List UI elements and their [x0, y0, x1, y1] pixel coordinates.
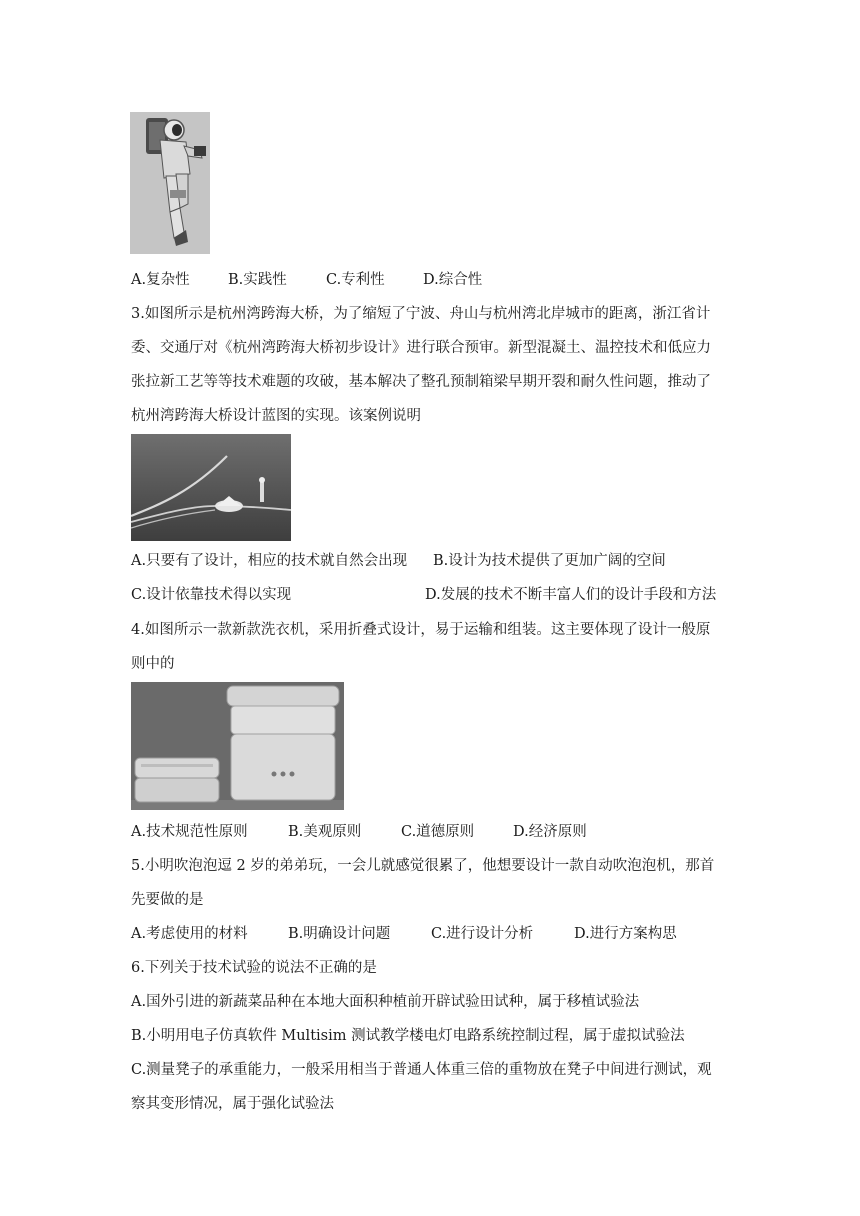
q4-option-d: D.经济原则 — [513, 824, 587, 840]
q3-stem-line-4: 杭州湾跨海大桥设计蓝图的实现。该案例说明 — [131, 408, 421, 424]
q6-option-c-line-2: 察其变形情况，属于强化试验法 — [131, 1096, 334, 1112]
q6-option-b: B.小明用电子仿真软件 Multisim 测试教学楼电灯电路系统控制过程，属于虚拟试验法 — [131, 1028, 685, 1044]
q3-option-d: D.发展的技术不断丰富人们的设计手段和方法 — [425, 587, 717, 603]
q6-option-a: A.国外引进的新蔬菜品种在本地大面积种植前开辟试验田试种，属于移植试验法 — [131, 994, 640, 1010]
q3-option-b: B.设计为技术提供了更加广阔的空间 — [433, 553, 666, 569]
q2-option-d: D.综合性 — [423, 272, 483, 288]
q5-stem-line-1: 5.小明吹泡泡逗 2 岁的弟弟玩，一会儿就感觉很累了，他想要设计一款自动吹泡泡机，那首 — [131, 858, 715, 874]
q3-option-a: A.只要有了设计，相应的技术就自然会出现 — [131, 553, 408, 569]
washing-machine-figure — [131, 682, 344, 810]
q6-stem: 6.下列关于技术试验的说法不正确的是 — [131, 960, 377, 976]
q5-option-d: D.进行方案构思 — [574, 926, 677, 942]
q4-stem-line-2: 则中的 — [131, 656, 175, 672]
q5-stem-line-2: 先要做的是 — [131, 892, 204, 908]
q5-option-c: C.进行设计分析 — [431, 926, 534, 942]
q2-option-a: A.复杂性 — [131, 272, 190, 288]
q4-option-a: A.技术规范性原则 — [131, 824, 248, 840]
q3-option-c: C.设计依靠技术得以实现 — [131, 587, 292, 603]
bridge-figure — [131, 434, 291, 541]
q4-stem-line-1: 4.如图所示一款新款洗衣机，采用折叠式设计，易于运输和组装。这主要体现了设计一般原 — [131, 622, 711, 638]
q2-option-c: C.专利性 — [326, 272, 385, 288]
q3-stem-line-3: 张拉新工艺等等技术难题的攻破，基本解决了整孔预制箱梁早期开裂和耐久性问题，推动了 — [131, 374, 711, 390]
q5-option-a: A.考虑使用的材料 — [131, 926, 248, 942]
q3-stem-line-2: 委、交通厅对《杭州湾跨海大桥初步设计》进行联合预审。新型混凝土、温控技术和低应力 — [131, 340, 711, 356]
q3-stem-line-1: 3.如图所示是杭州湾跨海大桥，为了缩短了宁波、舟山与杭州湾北岸城市的距离，浙江省计 — [131, 306, 711, 322]
q4-option-b: B.美观原则 — [288, 824, 362, 840]
q5-option-b: B.明确设计问题 — [288, 926, 391, 942]
q4-option-c: C.道德原则 — [401, 824, 475, 840]
astronaut-figure — [130, 112, 210, 254]
q6-option-c-line-1: C.测量凳子的承重能力，一般采用相当于普通人体重三倍的重物放在凳子中间进行测试，观 — [131, 1062, 712, 1078]
q2-option-b: B.实践性 — [228, 272, 287, 288]
